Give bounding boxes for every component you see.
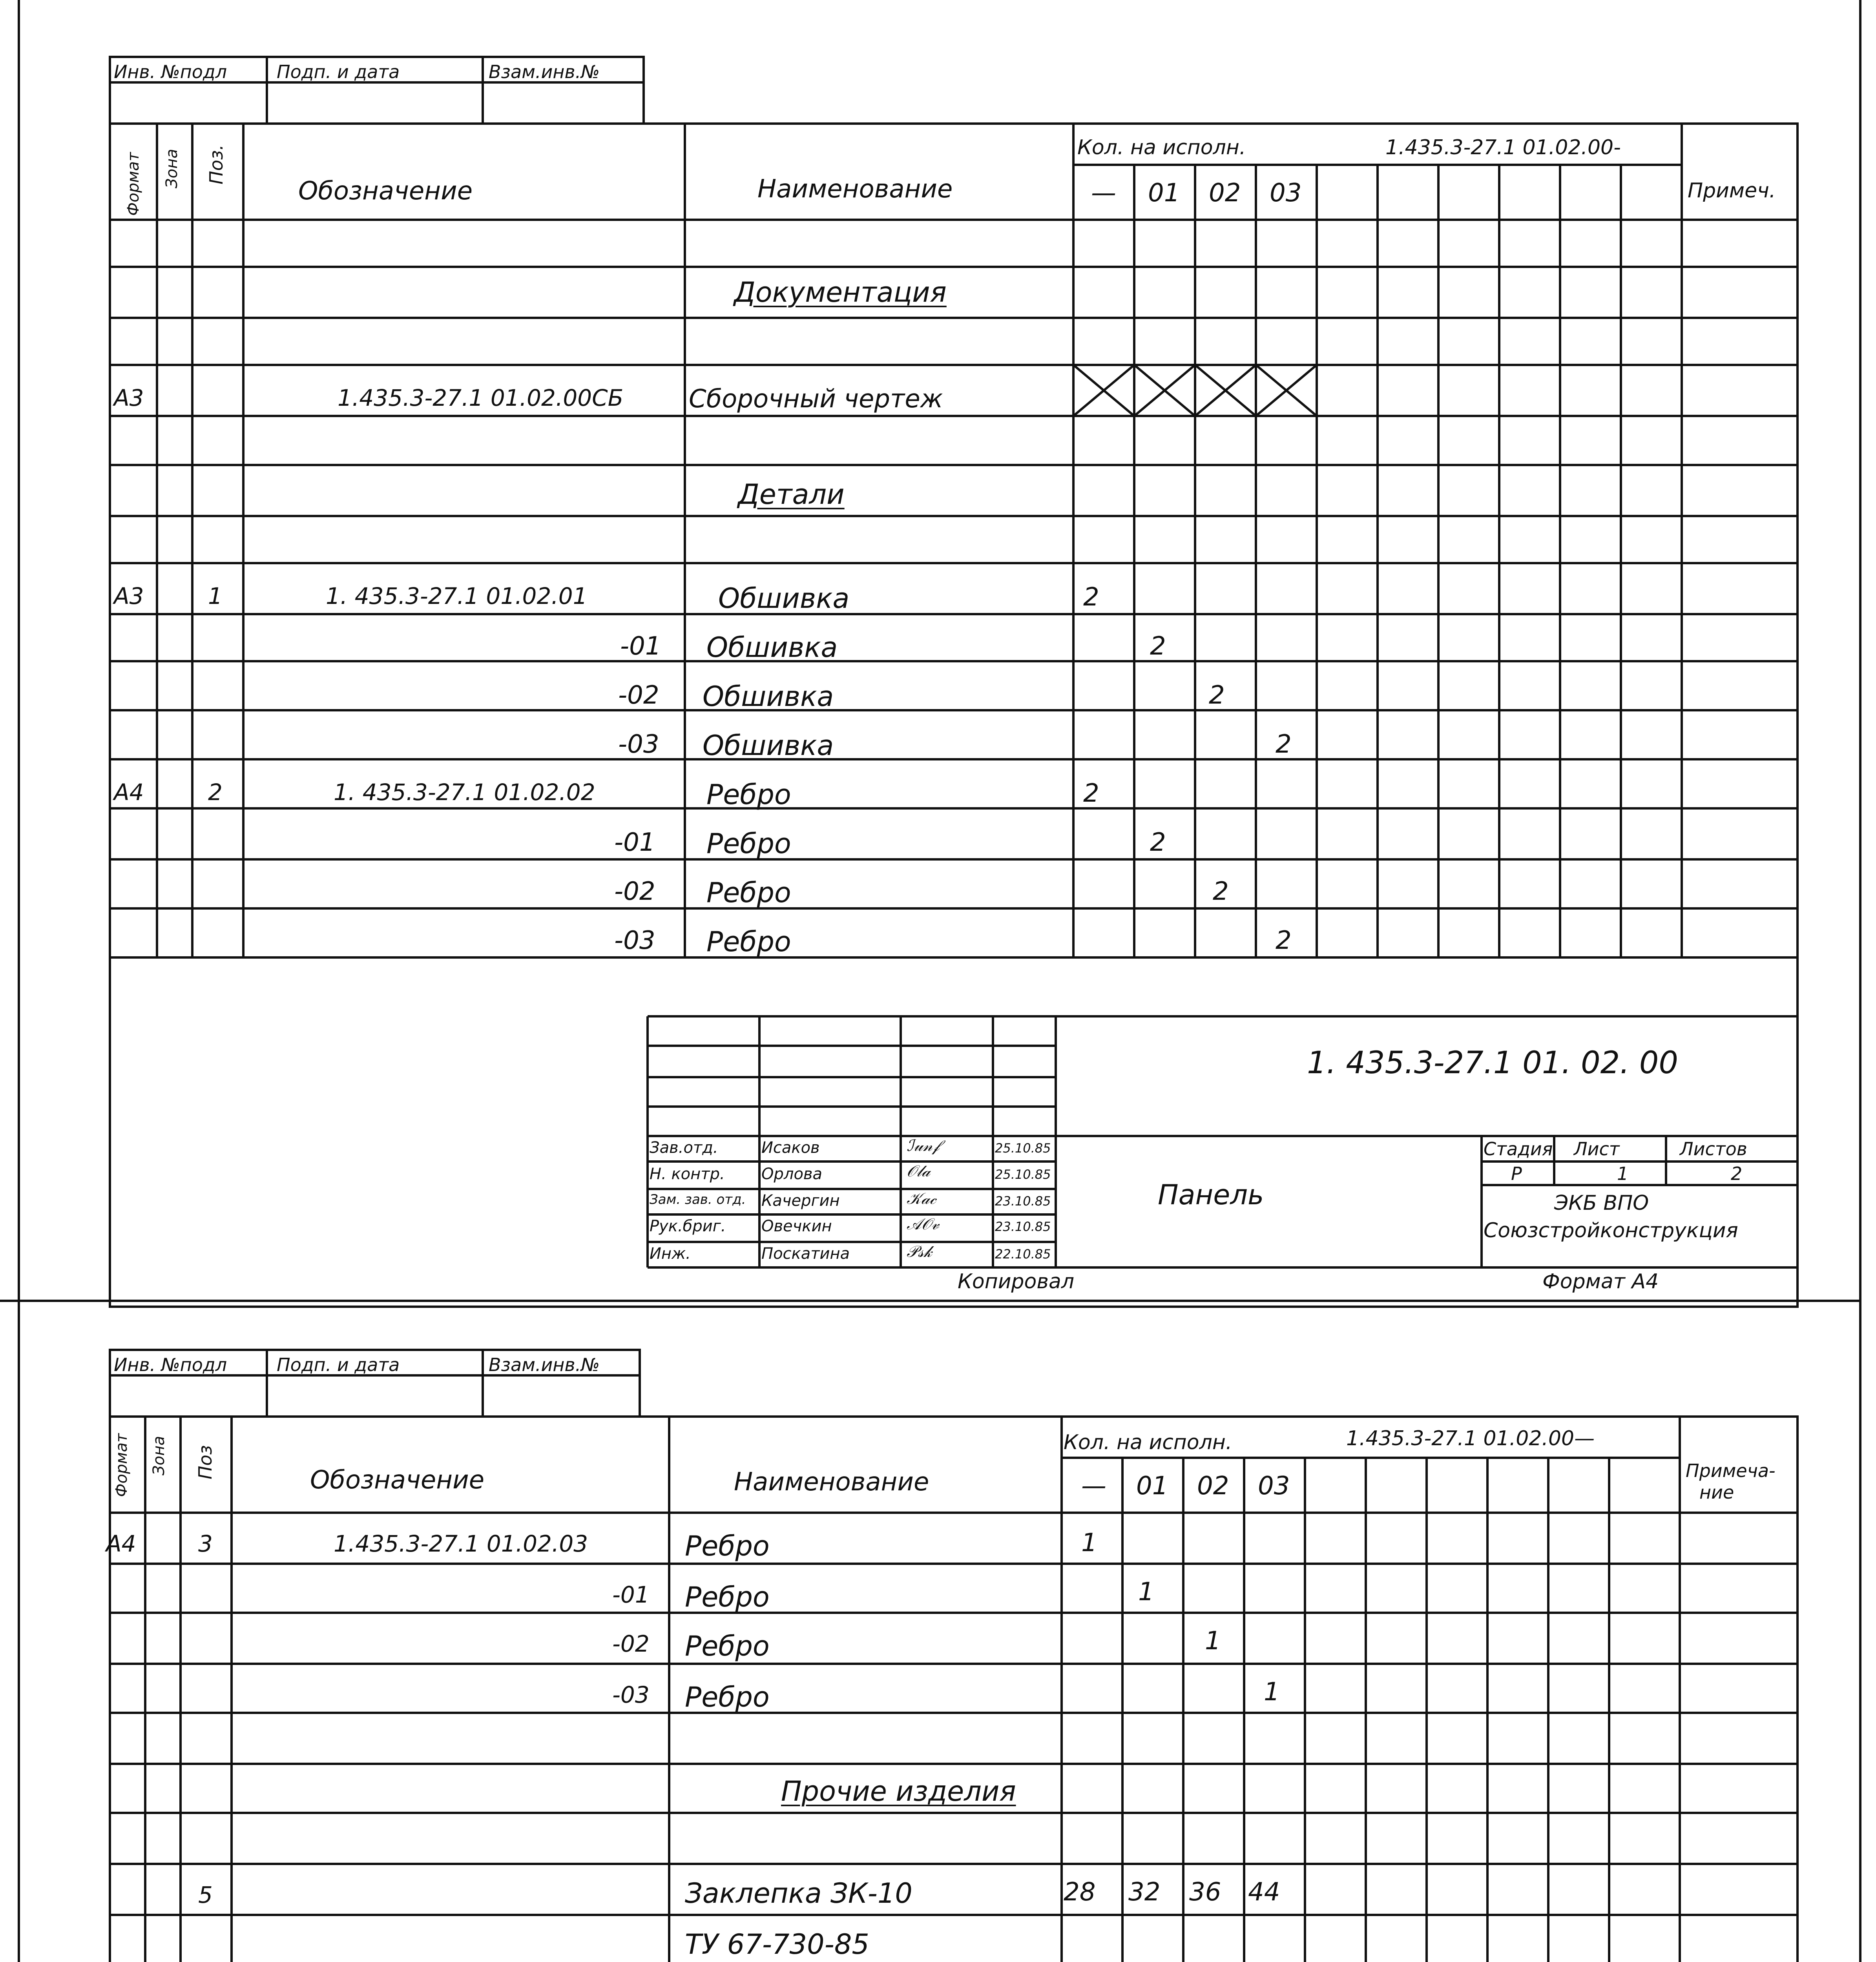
cell-qty: 2 [1150, 632, 1166, 661]
stamp-vzam: Взам.инв.№ [489, 1354, 600, 1375]
person-role: Зав.отд. [650, 1139, 718, 1157]
header-note-2: ние [1699, 1482, 1734, 1503]
person-role: Зам. зав. отд. [650, 1192, 746, 1207]
cell-name: Обшивка [706, 631, 838, 664]
document-title: Панель [1158, 1179, 1264, 1211]
cell-name: Ребро [685, 1581, 770, 1613]
cell-pos: 5 [198, 1882, 213, 1908]
header-qty-code: 1.435.3-27.1 01.02.00— [1346, 1427, 1595, 1450]
stage-label: Стадия [1484, 1138, 1553, 1160]
cell-qty: 2 [1150, 828, 1166, 857]
cell-qty: 1 [1205, 1626, 1221, 1656]
doc-code: 1. 435.3-27.1 01. 02. 00 [1307, 1045, 1679, 1081]
person-name: Поскатина [761, 1245, 850, 1263]
signature: 𝒦𝒶𝒸 [907, 1190, 936, 1208]
cell-name: Ребро [706, 828, 791, 860]
person-date: 25.10.85 [995, 1141, 1051, 1156]
cell-format: А3 [114, 583, 144, 609]
header-note-1: Примеча- [1686, 1460, 1776, 1481]
section-other-items: Прочие изделия [781, 1775, 1016, 1807]
cell-format: А3 [114, 385, 144, 411]
cell-designation: -02 [612, 1630, 650, 1657]
stamp-sign: Подп. и дата [277, 61, 400, 82]
header-var-01: 01 [1148, 179, 1180, 208]
cell-format: А4 [114, 779, 144, 806]
copied-label: Копировал [958, 1270, 1075, 1293]
header-var-base: — [1091, 179, 1116, 208]
header-pos: Поз [195, 1445, 216, 1479]
cell-name: Обшивка [718, 582, 850, 614]
cell-designation: -02 [614, 877, 655, 906]
header-var-02: 02 [1209, 179, 1241, 208]
signature: ℐ𝓊𝓃𝒻 [907, 1137, 940, 1155]
stamp-inv: Инв. №подл [114, 61, 227, 82]
cell-qty: 2 [1276, 926, 1292, 955]
header-var-02: 02 [1197, 1472, 1229, 1501]
cell-designation: -01 [620, 632, 661, 661]
person-name: Орлова [761, 1165, 822, 1183]
cell-name: Сборочный чертеж [689, 385, 943, 414]
header-name: Наименование [757, 175, 953, 204]
stage-value: Р [1511, 1163, 1522, 1184]
person-role: Рук.бриг. [650, 1217, 726, 1235]
cell-qty: 2 [1213, 877, 1229, 906]
cell-qty: 1 [1081, 1528, 1097, 1557]
format-label: Формат А4 [1542, 1270, 1659, 1293]
cell-designation: 1.435.3-27.1 01.02.00СБ [338, 385, 624, 411]
header-qty: Кол. на исполн. [1064, 1431, 1232, 1454]
header-qty: Кол. на исполн. [1077, 136, 1246, 159]
header-zone: Зона [150, 1436, 168, 1475]
cell-qty: 36 [1189, 1878, 1221, 1907]
cell-qty: 2 [1083, 779, 1099, 808]
sheet-label: Лист [1574, 1138, 1620, 1160]
header-designation: Обозначение [310, 1466, 485, 1495]
header-format: Формат [113, 1433, 131, 1497]
sheets-value: 2 [1731, 1163, 1743, 1184]
cell-name: Ребро [706, 926, 791, 958]
stamp-inv: Инв. №подл [114, 1354, 227, 1375]
header-var-base: — [1081, 1472, 1106, 1501]
header-var-01: 01 [1136, 1472, 1168, 1501]
header-name: Наименование [734, 1468, 929, 1497]
cell-pos: 3 [198, 1530, 213, 1557]
header-zone: Зона [163, 149, 181, 188]
org-name-2: Союзстройконструкция [1484, 1219, 1738, 1242]
signature: 𝒫𝓈𝓀 [907, 1243, 932, 1261]
cell-pos: 2 [208, 779, 223, 806]
cell-qty: 1 [1264, 1678, 1280, 1707]
cell-qty: 2 [1083, 583, 1099, 612]
cell-qty: 1 [1138, 1577, 1154, 1606]
cell-designation: -03 [614, 926, 655, 955]
cell-designation: -01 [612, 1581, 650, 1608]
person-name: Качергин [761, 1192, 840, 1210]
cell-name: Ребро [706, 779, 791, 811]
header-format: Формат [124, 152, 142, 216]
header-designation: Обозначение [298, 177, 473, 206]
person-date: 23.10.85 [995, 1219, 1051, 1234]
cell-designation: -02 [618, 681, 659, 710]
cell-qty: 32 [1128, 1878, 1161, 1907]
cell-designation: 1. 435.3-27.1 01.02.02 [334, 779, 595, 806]
cell-designation: 1. 435.3-27.1 01.02.01 [326, 583, 588, 609]
person-name: Исаков [761, 1139, 820, 1157]
cell-name: Ребро [685, 1530, 770, 1562]
person-date: 23.10.85 [995, 1194, 1051, 1209]
cell-name: Ребро [706, 877, 791, 909]
cell-designation: 1.435.3-27.1 01.02.03 [334, 1530, 588, 1557]
person-role: Инж. [650, 1245, 691, 1263]
cell-format: А4 [106, 1530, 136, 1557]
cell-name: Обшивка [703, 680, 834, 713]
cell-name: Заклепка ЗК-10 [685, 1877, 912, 1909]
cell-qty: 2 [1209, 681, 1225, 710]
stamp-sign: Подп. и дата [277, 1354, 400, 1375]
signature: 𝒜𝒪𝓋 [907, 1215, 939, 1233]
cell-qty: 28 [1064, 1878, 1096, 1907]
signature: 𝒪𝓁𝒶 [907, 1162, 931, 1180]
cell-qty: 2 [1276, 730, 1292, 759]
cell-pos: 1 [208, 583, 223, 609]
cell-name: Ребро [685, 1630, 770, 1662]
sheets-label: Листов [1680, 1138, 1747, 1160]
header-qty-code: 1.435.3-27.1 01.02.00- [1385, 136, 1621, 159]
cell-designation: -03 [618, 730, 659, 759]
sheet-value: 1 [1617, 1163, 1629, 1184]
person-role: Н. контр. [650, 1165, 725, 1183]
cell-name: ТУ 67-730-85 [685, 1928, 869, 1960]
header-note: Примеч. [1688, 179, 1776, 202]
cell-name: Ребро [685, 1681, 770, 1713]
header-var-03: 03 [1270, 179, 1302, 208]
org-name-1: ЭКБ ВПО [1554, 1191, 1649, 1215]
header-pos: Поз. [206, 144, 227, 184]
person-name: Овечкин [761, 1217, 832, 1235]
person-date: 22.10.85 [995, 1247, 1051, 1262]
section-details: Детали [738, 478, 845, 511]
header-var-03: 03 [1258, 1472, 1290, 1501]
cell-qty: 44 [1248, 1878, 1280, 1907]
cell-designation: -03 [612, 1681, 650, 1708]
section-documentation: Документация [734, 276, 947, 308]
person-date: 25.10.85 [995, 1167, 1051, 1182]
cell-name: Обшивка [703, 729, 834, 762]
cell-designation: -01 [614, 828, 655, 857]
stamp-vzam: Взам.инв.№ [489, 61, 600, 82]
